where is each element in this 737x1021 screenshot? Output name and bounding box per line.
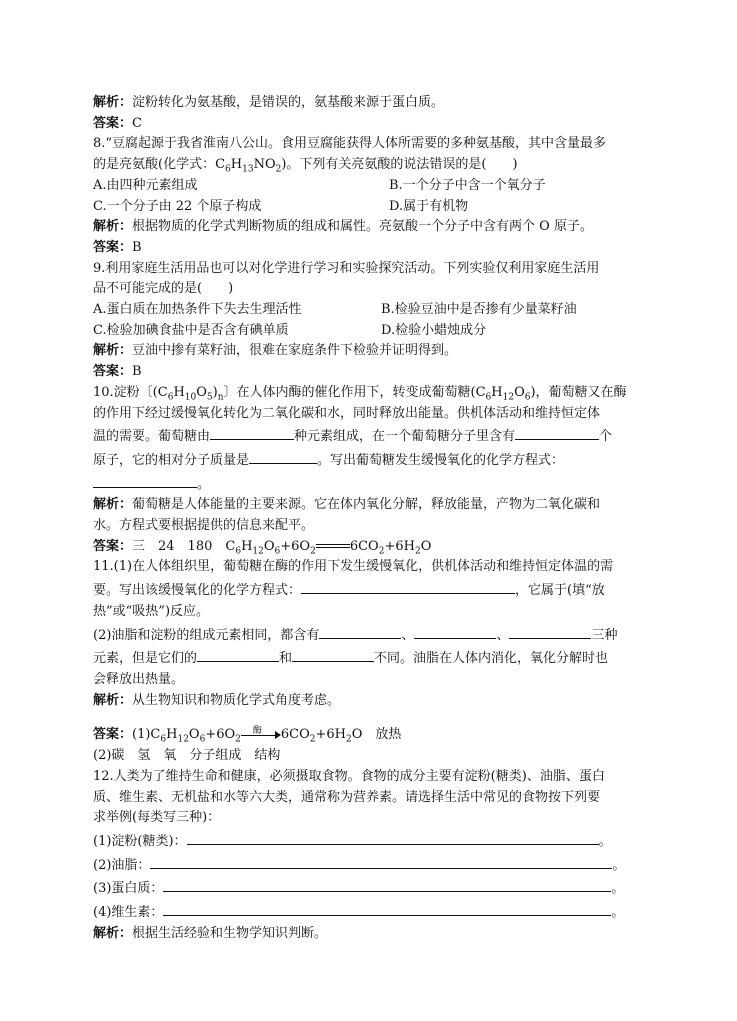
answer-text: C <box>132 115 142 131</box>
text: 和 <box>279 651 293 667</box>
question-10-line-4 <box>93 448 653 472</box>
text: +6H <box>315 727 347 743</box>
text: 的是亮氨酸(化学式：C <box>93 157 226 173</box>
answer-label: 答案： <box>93 727 133 743</box>
option-a: A.蛋白质在加热条件下失去生理活性 <box>93 302 302 318</box>
question-11-line-6: 会释放出热量。 <box>93 671 185 687</box>
text: (4)维生素： <box>93 905 164 921</box>
question-9-line-2: 品不可能完成的是( ) <box>93 281 234 297</box>
sub: 6 <box>235 546 242 557</box>
fill-blank[interactable] <box>249 448 317 464</box>
fill-blank[interactable] <box>150 853 612 869</box>
analysis-text: 根据生活经验和生物学知识判断。 <box>132 925 328 941</box>
text: 、 <box>401 627 415 643</box>
document-page <box>93 93 653 944</box>
arrow-label: 酶 <box>252 725 262 736</box>
text: 。 <box>598 833 612 849</box>
text: (1)淀粉(糖类)： <box>93 833 187 849</box>
answer-label: 答案： <box>93 364 133 380</box>
fill-blank[interactable] <box>187 829 599 845</box>
text: O <box>196 384 207 400</box>
question-8-options-cd <box>93 197 653 218</box>
question-11-line-2 <box>93 578 653 602</box>
question-12-item-3 <box>93 876 653 900</box>
text: 不同。油脂在人体内消化，氧化分解时也 <box>374 651 609 667</box>
sub: 12 <box>252 546 264 557</box>
sub: 6 <box>524 392 531 403</box>
question-9-options-cd <box>93 321 653 342</box>
analysis-label: 解析： <box>93 343 133 359</box>
question-10-line-3 <box>93 424 653 448</box>
text: O <box>420 538 432 554</box>
analysis-label: 解析： <box>93 692 133 708</box>
sub: 2 <box>235 734 241 745</box>
analysis-text: 葡萄糖是人体能量的主要来源。它在体内氧化分解，释放能量，产物为二氧化碳和 <box>132 497 601 513</box>
option-d: D.检验小蜡烛成分 <box>381 322 487 338</box>
answer-line <box>93 238 653 259</box>
text: 温的需要。葡萄糖由 <box>93 429 211 445</box>
answer-label: 答案： <box>93 115 133 131</box>
text: 、 <box>496 627 510 643</box>
text: 。写出葡萄糖发生缓慢氧化的化学方程式： <box>317 452 565 468</box>
fill-blank[interactable] <box>515 424 599 440</box>
option-c: C.一个分子由 22 个原子构成 <box>93 198 262 214</box>
sub: 10 <box>184 392 197 403</box>
text: 种元素组成，在一个葡萄糖分子里含有 <box>294 429 516 445</box>
option-b: B.一个分子中含一个氧分子 <box>389 177 546 193</box>
option-d: D.属于有机物 <box>389 198 469 214</box>
sub: 6 <box>160 734 167 745</box>
question-12-line-3: 求举例(每类写三种)： <box>93 810 221 826</box>
question-12-line-1: 12.人类为了维持生命和健康，必须摄取食物。食物的成分主要有淀粉(糖类)、油脂、蛋白 <box>93 768 605 784</box>
fill-blank[interactable] <box>509 623 591 639</box>
text: 。 <box>197 476 211 492</box>
question-12-line-2: 质、维生素、无机盐和水等六大类，通常称为营养素。请选择生活中常见的食物按下列要 <box>93 789 601 805</box>
text: H <box>166 727 178 743</box>
analysis-text: 淀粉转化为氨基酸，是错误的，氨基酸来源于蛋白质。 <box>132 95 445 110</box>
fill-blank[interactable] <box>163 900 611 916</box>
text: +6H <box>384 538 415 554</box>
question-10-line-1 <box>93 383 653 404</box>
text: 。 <box>612 857 626 873</box>
question-11-line-3: 热”或“吸热”)反应。 <box>93 603 210 619</box>
analysis-line <box>93 924 653 945</box>
reaction-arrow <box>241 725 281 741</box>
text: 〕在人体内酶的催化作用下，转变成葡萄糖(C <box>223 384 486 400</box>
question-12-item-1 <box>93 829 653 853</box>
analysis-label: 解析： <box>93 219 133 235</box>
analysis-line <box>93 93 653 114</box>
text: O 放热 <box>351 727 402 743</box>
text: +6O <box>205 727 236 743</box>
sub: 6 <box>225 164 231 175</box>
text: 。 <box>611 881 625 897</box>
analysis-text: 根据物质的化学式判断物质的组成和属性。亮氨酸一个分子中含有两个 O 原子。 <box>132 219 593 235</box>
analysis-label: 解析： <box>93 925 133 941</box>
sub: 6 <box>485 392 492 403</box>
sub: 2 <box>378 546 385 557</box>
answer-line <box>93 114 653 135</box>
question-12-item-2 <box>93 853 653 877</box>
answer-line <box>93 725 653 746</box>
question-10-line-5 <box>93 472 653 496</box>
text: 要。写出该缓慢氧化的化学方程式： <box>93 583 302 599</box>
question-8-options-ab <box>93 176 653 197</box>
fill-blank[interactable] <box>414 623 496 639</box>
spacer <box>93 711 653 725</box>
text: O <box>263 538 275 554</box>
option-c: C.检验加碘食盐中是否含有碘单质 <box>93 322 289 338</box>
sub: n <box>217 392 224 403</box>
answer-text: B <box>132 239 142 255</box>
sub: 13 <box>242 164 254 175</box>
text: O <box>188 727 200 743</box>
text: H <box>173 384 185 400</box>
text: H <box>491 384 503 400</box>
question-8-line-1: 8.“豆腐起源于我省淮南八公山。食用豆腐能获得人体所需要的多种氨基酸，其中含量最多 <box>93 136 607 152</box>
question-11-line-5 <box>93 646 653 670</box>
text: 6CO <box>349 538 379 554</box>
text: 。 <box>611 905 625 921</box>
fill-blank[interactable] <box>210 424 294 440</box>
text: 6CO <box>280 727 310 743</box>
sub: 6 <box>167 392 174 403</box>
question-11-line-1: 11.(1)在人体组织里，葡萄糖在酶的作用下发生缓慢氧化，供机体活动和维持恒定体温的需 <box>93 559 614 575</box>
answer-label: 答案： <box>93 239 133 255</box>
question-9-options-ab <box>93 300 653 321</box>
text: 三 24 180 C <box>132 538 236 554</box>
analysis-text: 豆油中掺有菜籽油，很难在家庭条件下检验并证明得到。 <box>132 343 458 359</box>
question-11-line-4 <box>93 623 653 647</box>
sub: 12 <box>177 734 189 745</box>
text: 原子，它的相对分子质量是 <box>93 452 250 468</box>
option-a: A.由四种元素组成 <box>93 177 198 193</box>
sub: 2 <box>309 734 316 745</box>
text: (2)油脂： <box>93 857 151 873</box>
analysis-label: 解析： <box>93 497 133 513</box>
text: H <box>241 538 253 554</box>
sub: 2 <box>346 734 352 745</box>
analysis-line <box>93 691 653 712</box>
text: NO <box>253 157 276 173</box>
text: 个 <box>599 429 613 445</box>
text: +6O <box>280 538 311 554</box>
answer-text: B <box>132 364 142 380</box>
analysis-label: 解析： <box>93 95 133 110</box>
text: (1)C <box>132 727 161 743</box>
answer-line <box>93 537 653 558</box>
fill-blank[interactable] <box>93 472 197 488</box>
fill-blank[interactable] <box>319 623 401 639</box>
analysis-text: 从生物知识和物质化学式角度考虑。 <box>132 692 341 708</box>
sub: 6 <box>199 734 206 745</box>
sub: 6 <box>274 546 281 557</box>
analysis-line <box>93 341 653 362</box>
text: 三种 <box>591 627 618 643</box>
text: ) <box>212 384 218 400</box>
text: O <box>514 384 525 400</box>
text: 元素，但是它们的 <box>93 651 198 667</box>
fill-blank[interactable] <box>292 646 374 662</box>
text: ，它属于(填“放 <box>515 583 605 599</box>
question-10-line-2: 的作用下经过缓慢氧化转化为二氧化碳和水，同时释放出能量。供机体活动和维持恒定体 <box>93 405 601 421</box>
text: 10.淀粉〔(C <box>93 384 168 400</box>
question-8-line-2 <box>93 155 653 176</box>
fill-blank[interactable] <box>163 876 611 892</box>
fill-blank[interactable] <box>197 646 279 662</box>
answer-label: 答案： <box>93 538 133 554</box>
equals-sign <box>316 542 350 550</box>
text: (2)油脂和淀粉的组成元素相同，都含有 <box>93 627 320 643</box>
option-b: B.检验豆油中是否掺有少量菜籽油 <box>381 302 577 318</box>
sub: 2 <box>310 546 316 557</box>
question-9-line-1: 9.利用家庭生活用品也可以对化学进行学习和实验探究活动。下列实验仅利用家庭生活用 <box>93 260 600 276</box>
text: )。下列有关亮氨酸的说法错误的是( ) <box>281 157 518 173</box>
question-12-item-4 <box>93 900 653 924</box>
text: (3)蛋白质： <box>93 881 164 897</box>
answer-line <box>93 362 653 383</box>
sub: 2 <box>414 546 421 557</box>
answer-line-2: (2)碳 氢 氧 分子组成 结构 <box>93 748 281 764</box>
analysis-line <box>93 495 653 516</box>
sub: 5 <box>206 392 213 403</box>
text: H <box>230 157 243 173</box>
fill-blank[interactable] <box>301 578 515 594</box>
text: )，葡萄糖又在酶 <box>530 384 627 400</box>
sub: 2 <box>275 164 282 175</box>
sub: 12 <box>502 392 515 403</box>
analysis-line-2: 水。方程式要根据提供的信息来配平。 <box>93 518 315 534</box>
analysis-line <box>93 217 653 238</box>
